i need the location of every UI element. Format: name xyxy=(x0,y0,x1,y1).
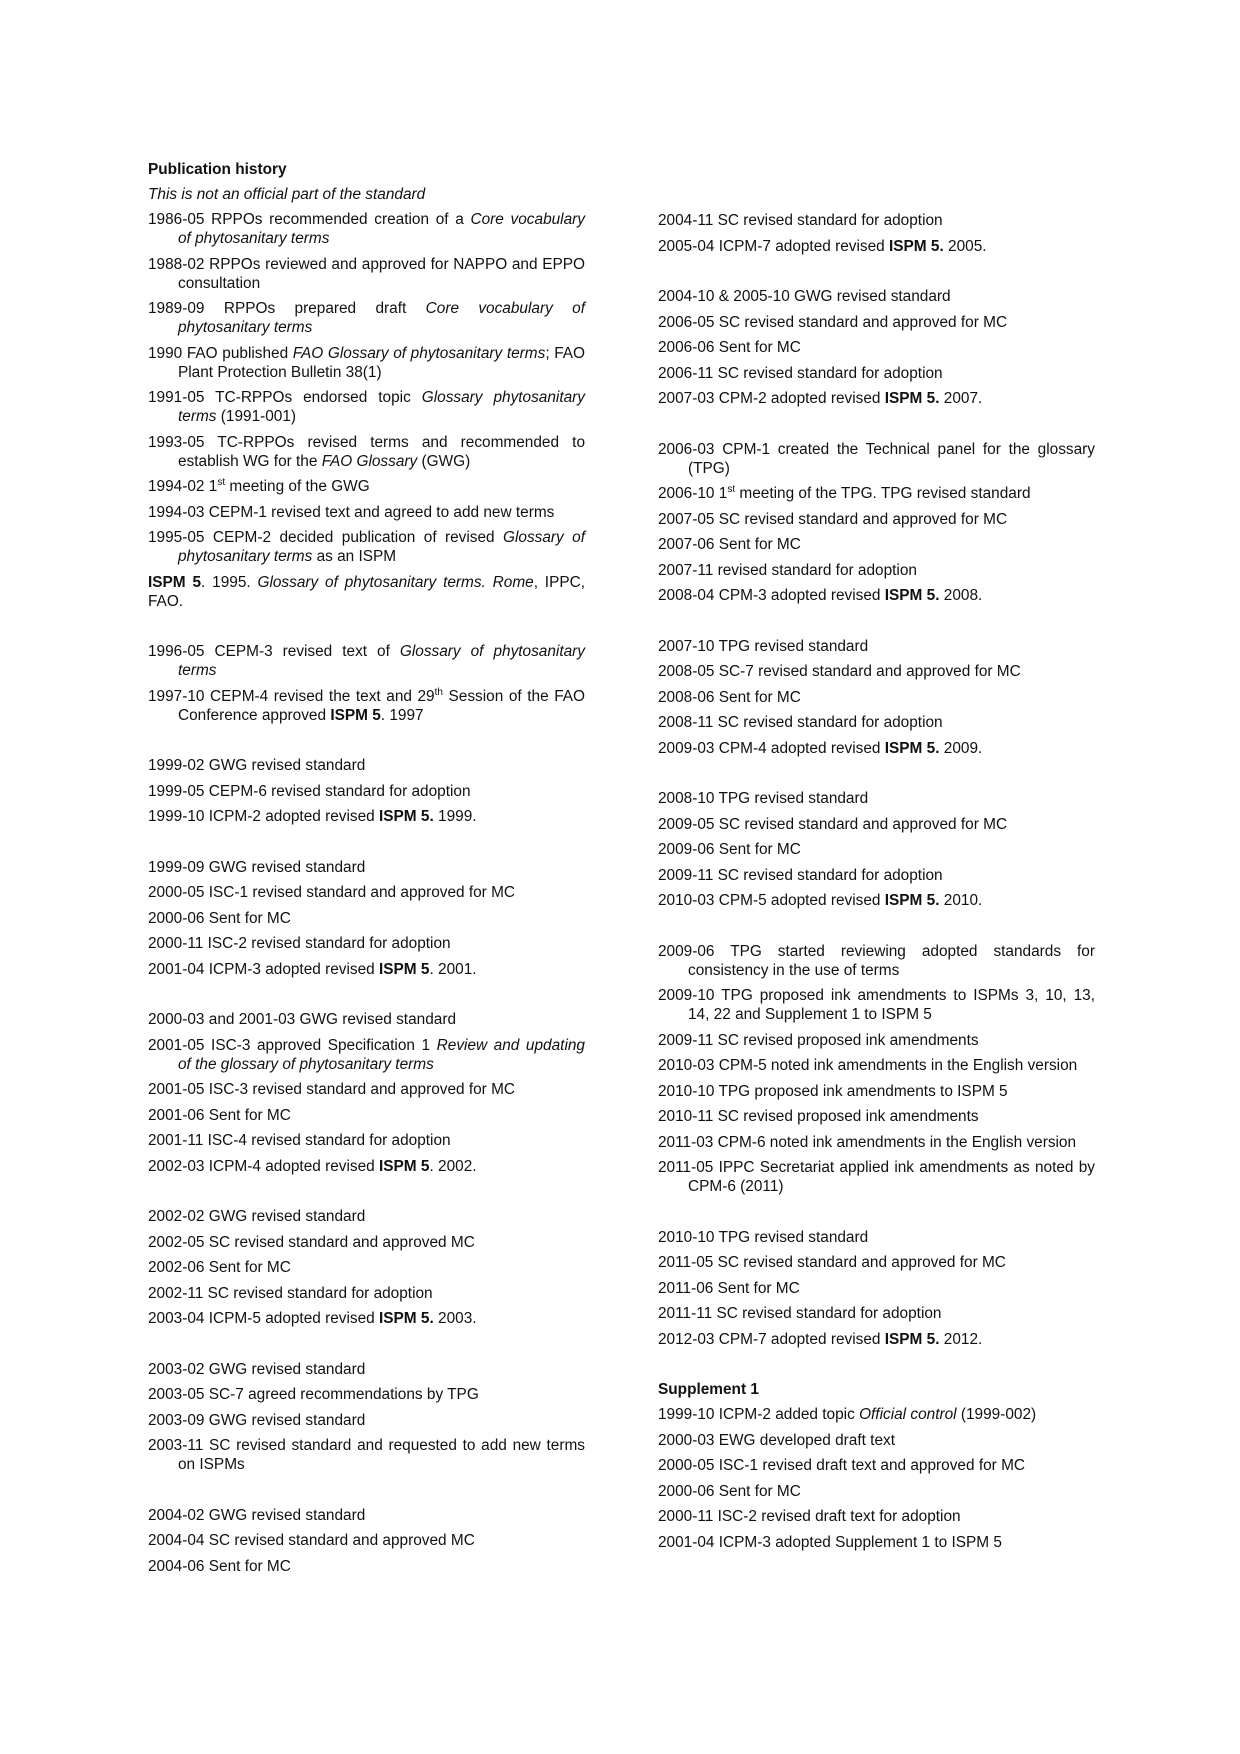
history-entry xyxy=(658,1405,1095,1424)
title-ref: Core vocabulary of phytosanitary terms xyxy=(178,300,585,336)
entry-text: 2007-06 Sent for MC xyxy=(658,536,801,553)
entry-text: 2006-03 CPM-1 created the Technical panel for the glossary (TPG) xyxy=(658,440,1095,477)
history-entry xyxy=(658,1082,1095,1101)
entry-text: 2000-06 Sent for MC xyxy=(148,909,291,927)
history-entry xyxy=(148,883,585,902)
entry-text: 2003-11 SC revised standard and requested to add new terms on ISPMs xyxy=(148,1437,585,1473)
history-entry xyxy=(658,1253,1095,1272)
history-entry xyxy=(148,1036,585,1074)
entry-text: 2005-04 ICPM-7 adopted revised xyxy=(658,237,889,255)
entry-text: 1991-05 TC-RPPOs endorsed topic xyxy=(148,389,422,406)
entry-text: 2009-06 Sent for MC xyxy=(658,841,801,858)
entry-text: , IPPC, FAO. xyxy=(148,573,586,610)
history-entry xyxy=(658,440,1095,478)
entry-text: 2004-11 SC revised standard for adoption xyxy=(658,212,943,229)
title-ref: Core vocabulary of phytosanitary terms xyxy=(178,211,585,247)
title-ref: Glossary of phytosanitary terms. Rome xyxy=(257,573,534,591)
group-spacer xyxy=(658,415,1095,440)
entry-text: 2001-04 ICPM-3 adopted Supplement 1 to ISPM 5 xyxy=(658,1533,1002,1551)
history-entry xyxy=(148,1557,585,1576)
entry-text: 2004-02 GWG revised standard xyxy=(148,1506,366,1524)
history-entry xyxy=(148,1309,585,1328)
entry-text: 1999-09 GWG revised standard xyxy=(148,858,366,876)
entry-text: 2007-03 CPM-2 adopted revised xyxy=(658,390,885,407)
group-spacer xyxy=(148,985,585,1010)
history-entry xyxy=(658,739,1095,758)
history-entry xyxy=(148,433,585,471)
entry-text: 2001-04 ICPM-3 adopted revised xyxy=(148,960,379,978)
entry-text: 2010. xyxy=(939,892,983,909)
entry-text: meeting of the TPG. TPG revised standard xyxy=(735,485,1031,502)
history-entry xyxy=(148,1010,585,1029)
history-entry xyxy=(148,782,585,801)
entry-text: 2012. xyxy=(939,1330,983,1348)
entry-text: 2006-06 Sent for MC xyxy=(658,339,801,356)
standard-ref: ISPM 5 xyxy=(379,1157,430,1175)
history-entry xyxy=(658,211,1095,230)
entry-text: (GWG) xyxy=(417,452,471,470)
history-entry xyxy=(148,1506,585,1525)
entry-text: 2006-05 SC revised standard and approved for MC xyxy=(658,313,1008,331)
ordinal-suffix: th xyxy=(434,686,443,698)
group-spacer xyxy=(658,262,1095,287)
title-ref: FAO Glossary xyxy=(321,452,418,470)
history-entry xyxy=(658,586,1095,605)
history-entry xyxy=(658,942,1095,980)
entry-text: 2000-03 EWG developed draft text xyxy=(658,1431,895,1449)
history-entry xyxy=(658,866,1095,885)
history-entry xyxy=(148,909,585,928)
history-entry xyxy=(148,1385,585,1404)
title-ref: FAO Glossary of phytosanitary terms xyxy=(292,344,546,362)
group-spacer xyxy=(148,833,585,858)
standard-ref: ISPM 5. xyxy=(884,739,940,757)
publication-history-heading: Publication history xyxy=(148,161,287,178)
entry-text: 2009-11 SC revised proposed ink amendments xyxy=(658,1031,979,1049)
history-entry xyxy=(148,503,585,522)
history-entry xyxy=(148,255,585,293)
left-history-list xyxy=(148,210,585,1576)
history-entry xyxy=(148,1080,585,1099)
entry-text: 2004-04 SC revised standard and approved MC xyxy=(148,1532,475,1549)
group-spacer xyxy=(658,764,1095,789)
standard-ref: ISPM 5 xyxy=(330,706,381,724)
entry-text: 2012-03 CPM-7 adopted revised xyxy=(658,1330,885,1348)
history-entry xyxy=(148,1531,585,1550)
entry-text: 2000-03 and 2001-03 GWG revised standard xyxy=(148,1011,457,1028)
entry-text: 2010-10 TPG revised standard xyxy=(658,1228,869,1246)
history-entry xyxy=(658,1056,1095,1075)
history-entry xyxy=(658,1482,1095,1501)
history-entry xyxy=(658,313,1095,332)
supplement-heading: Supplement 1 xyxy=(658,1381,759,1398)
entry-text: 2000-05 ISC-1 revised standard and approved for MC xyxy=(148,884,516,901)
title-ref: Official control xyxy=(859,1406,957,1423)
entry-text: 2005. xyxy=(943,237,987,255)
history-entry xyxy=(658,1158,1095,1196)
standard-ref: ISPM 5. xyxy=(884,1330,940,1348)
entry-text: . 2001. xyxy=(429,960,477,978)
history-entry xyxy=(148,756,585,775)
title-ref: Review and updating of the glossary of phytosanitary terms xyxy=(178,1036,585,1073)
entry-text: . 1995. xyxy=(201,573,258,591)
history-entry xyxy=(658,688,1095,707)
entry-text: 1999-05 CEPM-6 revised standard for adoption xyxy=(148,782,471,800)
entry-text: 2009-06 TPG started reviewing adopted standards for consistency in the use of terms xyxy=(658,942,1095,979)
entry-text: 2008-11 SC revised standard for adoption xyxy=(658,714,943,731)
entry-text: . 1997 xyxy=(380,706,424,724)
entry-text: 2010-11 SC revised proposed ink amendments xyxy=(658,1108,979,1125)
entry-text: 2000-11 ISC-2 revised draft text for adoption xyxy=(658,1508,961,1525)
entry-text: 2011-06 Sent for MC xyxy=(658,1279,800,1297)
entry-text: 2007-05 SC revised standard and approved for MC xyxy=(658,510,1008,528)
history-entry xyxy=(658,1431,1095,1450)
entry-text: 2002-02 GWG revised standard xyxy=(148,1208,366,1225)
entry-text: 1994-03 CEPM-1 revised text and agreed to add new terms xyxy=(148,503,555,521)
entry-text: 2010-10 TPG proposed ink amendments to ISPM 5 xyxy=(658,1082,1008,1100)
history-entry xyxy=(148,528,585,566)
history-entry xyxy=(148,960,585,979)
history-entry xyxy=(148,477,585,496)
entry-text: 2003-09 GWG revised standard xyxy=(148,1411,366,1429)
group-spacer xyxy=(148,1335,585,1360)
group-spacer xyxy=(658,1203,1095,1228)
group-spacer xyxy=(148,1481,585,1506)
history-entry xyxy=(148,299,585,337)
history-entry xyxy=(148,1131,585,1150)
entry-text: 2001-05 ISC-3 revised standard and approved for MC xyxy=(148,1081,516,1098)
right-history-list xyxy=(658,211,1095,1552)
entry-text: 2008-05 SC-7 revised standard and approved for MC xyxy=(658,663,1021,680)
entry-text: 2000-11 ISC-2 revised standard for adoption xyxy=(148,935,451,952)
entry-text: ; FAO Plant Protection Bulletin 38(1) xyxy=(178,344,586,381)
entry-text: as an ISPM xyxy=(312,548,397,565)
title-ref: Glossary phytosanitary terms xyxy=(178,389,585,425)
history-entry xyxy=(658,1133,1095,1152)
history-entry xyxy=(658,1304,1095,1323)
history-entry xyxy=(658,364,1095,383)
history-entry xyxy=(148,1436,585,1474)
history-entry xyxy=(658,1279,1095,1298)
entry-text: (1991-001) xyxy=(216,408,297,425)
entry-text: Session of the FAO Conference approved xyxy=(178,687,585,724)
standard-ref: ISPM 5 xyxy=(148,573,202,591)
entry-text: 2007-11 revised standard for adoption xyxy=(658,561,917,579)
standard-ref: ISPM 5. xyxy=(379,1310,434,1327)
entry-text: . 2002. xyxy=(429,1157,477,1175)
history-entry xyxy=(658,1507,1095,1526)
entry-text: 2006-10 1 xyxy=(658,485,728,502)
entry-text: 2003. xyxy=(433,1310,477,1327)
history-entry xyxy=(658,1031,1095,1050)
entry-text: 1999. xyxy=(433,808,477,825)
entry-text: 2009-10 TPG proposed ink amendments to ISPMs 3, 10, 13, 14, 22 and Supplement 1 to ISPM 5 xyxy=(658,987,1095,1023)
entry-text: 2008-10 TPG revised standard xyxy=(658,790,869,807)
history-entry xyxy=(658,237,1095,256)
history-entry xyxy=(658,986,1095,1024)
history-entry xyxy=(148,388,585,426)
entry-text: 2011-11 SC revised standard for adoption xyxy=(658,1305,942,1322)
entry-text: 1999-02 GWG revised standard xyxy=(148,757,366,774)
history-entry xyxy=(658,637,1095,656)
history-entry xyxy=(148,1284,585,1303)
ordinal-suffix: st xyxy=(727,483,736,495)
entry-text: 2002-05 SC revised standard and approved MC xyxy=(148,1233,475,1251)
title-ref: Glossary of phytosanitary terms xyxy=(178,529,585,565)
entry-text: 2004-06 Sent for MC xyxy=(148,1557,291,1575)
entry-text: 2010-03 CPM-5 adopted revised xyxy=(658,892,885,909)
history-entry xyxy=(148,344,585,382)
left-column xyxy=(148,160,585,1582)
group-spacer xyxy=(658,917,1095,942)
entry-text: 2009-05 SC revised standard and approved for MC xyxy=(658,815,1008,833)
entry-text: 1988-02 RPPOs reviewed and approved for NAPPO and EPPO consultation xyxy=(148,255,585,292)
history-entry xyxy=(148,807,585,826)
entry-text: 2004-10 & 2005-10 GWG revised standard xyxy=(658,288,951,305)
entry-text: 2000-06 Sent for MC xyxy=(658,1482,801,1500)
history-entry xyxy=(658,662,1095,681)
history-entry xyxy=(658,535,1095,554)
entry-text: 2001-11 ISC-4 revised standard for adoption xyxy=(148,1132,451,1149)
history-entry xyxy=(658,510,1095,529)
history-entry xyxy=(148,1207,585,1226)
entry-text: 2001-05 ISC-3 approved Specification 1 xyxy=(148,1036,437,1054)
history-entry xyxy=(658,1228,1095,1247)
history-entry xyxy=(658,789,1095,808)
entry-text: 2006-11 SC revised standard for adoption xyxy=(658,364,943,382)
history-entry xyxy=(658,713,1095,732)
history-entry xyxy=(658,338,1095,357)
group-spacer xyxy=(148,617,585,642)
entry-text: 1986-05 RPPOs recommended creation of a xyxy=(148,211,471,228)
history-entry xyxy=(658,287,1095,306)
entry-text: 1990 FAO published xyxy=(148,344,293,362)
entry-text: 2002-11 SC revised standard for adoption xyxy=(148,1284,433,1302)
entry-text: 2011-05 IPPC Secretariat applied ink amendments as noted by CPM-6 (2011) xyxy=(658,1159,1095,1195)
entry-text: 2003-04 ICPM-5 adopted revised xyxy=(148,1310,379,1327)
entry-text: meeting of the GWG xyxy=(225,478,370,495)
entry-text: 1993-05 TC-RPPOs revised terms and recommended to establish WG for the xyxy=(148,433,585,470)
title-ref: Glossary of phytosanitary terms xyxy=(178,643,585,679)
history-entry xyxy=(658,815,1095,834)
standard-ref: ISPM 5. xyxy=(889,237,944,255)
entry-text: 2009-03 CPM-4 adopted revised xyxy=(658,739,885,757)
standard-ref: ISPM 5. xyxy=(884,892,940,909)
entry-text: 1999-10 ICPM-2 adopted revised xyxy=(148,808,379,825)
entry-text: 2011-03 CPM-6 noted ink amendments in the English version xyxy=(658,1133,1077,1151)
entry-text: 1999-10 ICPM-2 added topic xyxy=(658,1406,860,1423)
entry-text: 2009-11 SC revised standard for adoption xyxy=(658,866,943,884)
history-entry xyxy=(148,1411,585,1430)
standard-ref: ISPM 5. xyxy=(884,390,940,407)
entry-text: 2001-06 Sent for MC xyxy=(148,1106,291,1124)
entry-text: 2007-10 TPG revised standard xyxy=(658,637,869,655)
entry-text: 2003-05 SC-7 agreed recommendations by TPG xyxy=(148,1386,479,1403)
entry-text: 2008. xyxy=(939,587,983,604)
history-entry xyxy=(148,1233,585,1252)
entry-text: 1989-09 RPPOs prepared draft xyxy=(148,300,426,317)
history-entry xyxy=(148,210,585,248)
history-entry xyxy=(658,484,1095,503)
group-spacer xyxy=(148,731,585,756)
history-entry xyxy=(148,573,585,611)
group-spacer xyxy=(148,1182,585,1207)
entry-text: (1999-002) xyxy=(956,1406,1037,1423)
entry-text: 2011-05 SC revised standard and approved for MC xyxy=(658,1254,1006,1271)
history-entry xyxy=(658,891,1095,910)
standard-ref: ISPM 5 xyxy=(379,960,430,978)
history-entry xyxy=(658,561,1095,580)
entry-text: 2008-04 CPM-3 adopted revised xyxy=(658,587,885,604)
history-entry xyxy=(658,389,1095,408)
history-entry xyxy=(658,1330,1095,1349)
history-entry xyxy=(148,934,585,953)
entry-text: 2003-02 GWG revised standard xyxy=(148,1360,366,1378)
entry-text: 2008-06 Sent for MC xyxy=(658,688,801,706)
entry-text: 2009. xyxy=(939,739,983,757)
entry-text: 2010-03 CPM-5 noted ink amendments in the English version xyxy=(658,1057,1078,1074)
history-entry xyxy=(148,1157,585,1176)
entry-text: 2007. xyxy=(939,390,983,407)
group-spacer xyxy=(658,1355,1095,1380)
history-entry xyxy=(148,1106,585,1125)
history-entry xyxy=(148,642,585,680)
history-entry xyxy=(658,1456,1095,1475)
entry-text: 1994-02 1 xyxy=(148,478,218,495)
history-entry xyxy=(148,858,585,877)
entry-text: 2002-06 Sent for MC xyxy=(148,1259,291,1276)
standard-ref: ISPM 5. xyxy=(884,587,940,604)
group-spacer xyxy=(658,612,1095,637)
history-entry xyxy=(148,1258,585,1277)
history-entry xyxy=(658,1533,1095,1552)
entry-text: 1995-05 CEPM-2 decided publication of revised xyxy=(148,529,504,546)
entry-text: 2000-05 ISC-1 revised draft text and approved for MC xyxy=(658,1457,1026,1474)
unofficial-note: This is not an official part of the standard xyxy=(148,186,426,203)
right-column xyxy=(658,211,1095,1558)
entry-text: 2002-03 ICPM-4 adopted revised xyxy=(148,1157,379,1175)
entry-text: 1997-10 CEPM-4 revised the text and 29 xyxy=(148,687,435,705)
history-entry xyxy=(148,1360,585,1379)
standard-ref: ISPM 5. xyxy=(379,808,434,825)
ordinal-suffix: st xyxy=(217,476,226,488)
history-entry xyxy=(658,840,1095,859)
history-entry xyxy=(658,1107,1095,1126)
entry-text: 1996-05 CEPM-3 revised text of xyxy=(148,643,400,660)
history-entry xyxy=(148,687,585,725)
